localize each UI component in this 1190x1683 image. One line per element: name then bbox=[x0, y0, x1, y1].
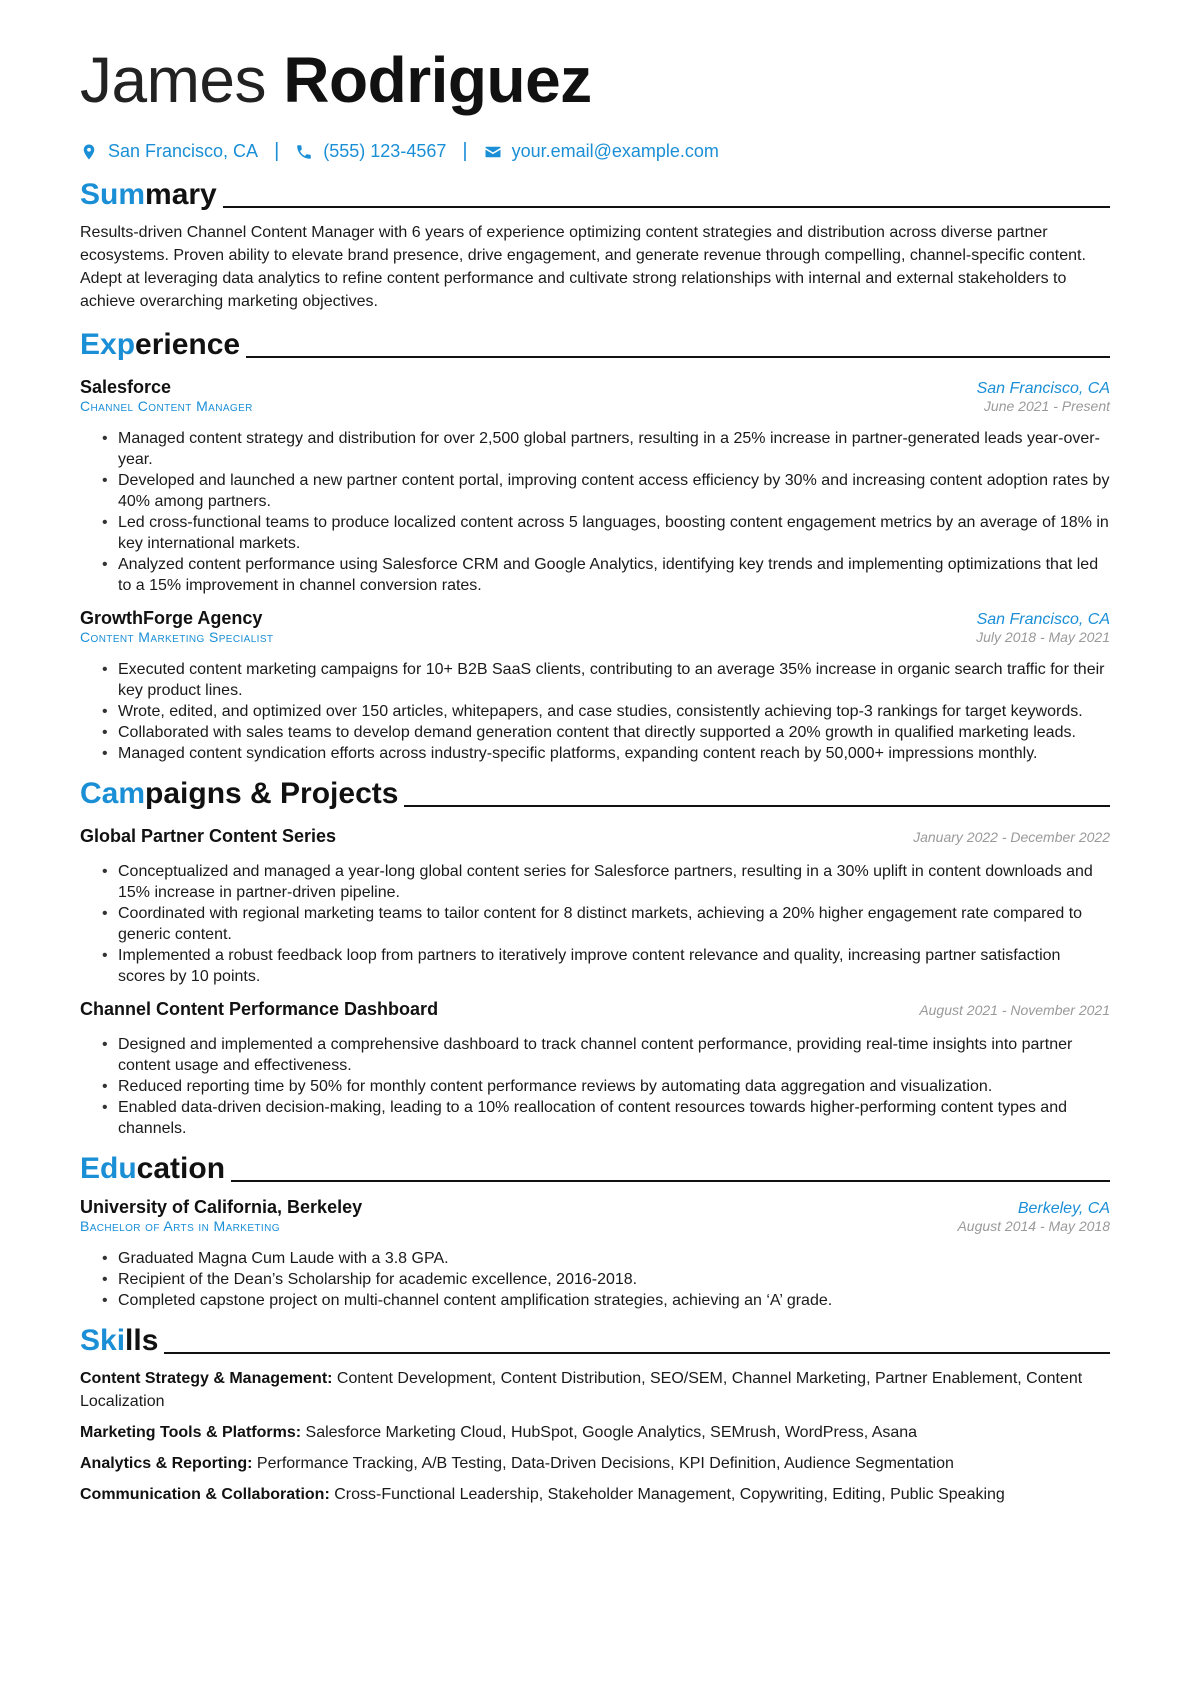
list-item: • Led cross-functional teams to produce localized content across 5 languages, boosting content engagement metrics by an average of 18% in key international markets. bbox=[118, 512, 1110, 554]
section-divider bbox=[404, 805, 1110, 807]
phone-text: (555) 123-4567 bbox=[323, 141, 447, 161]
envelope-icon bbox=[484, 143, 502, 161]
location-text: San Francisco, CA bbox=[108, 141, 259, 161]
section-summary-heading bbox=[80, 177, 1110, 213]
section-skills-heading bbox=[80, 1323, 1110, 1359]
last-name: Rodriguez bbox=[283, 44, 592, 116]
degree-title: Bachelor of Arts in Marketing bbox=[80, 1218, 280, 1234]
contact-location bbox=[80, 141, 258, 162]
education-entry bbox=[80, 1197, 1110, 1311]
list-item: • Managed content syndication efforts across industry-specific platforms, expanding content reach by 50,000+ impressions monthly. bbox=[118, 743, 1110, 764]
list-item: • Implemented a robust feedback loop from partners to iteratively improve content relevance and quality, increasing partner satisfaction scores by 10 points. bbox=[118, 945, 1110, 987]
heading-accent: Sum bbox=[80, 178, 146, 211]
heading-rest: erience bbox=[135, 328, 241, 361]
skill-label: Communication & Collaboration: bbox=[80, 1486, 330, 1503]
contact-phone[interactable] bbox=[295, 141, 446, 162]
list-item: • Wrote, edited, and optimized over 150 articles, whitepapers, and case studies, consistently achieving top-3 rankings for target keywords. bbox=[118, 701, 1110, 722]
heading-accent: Cam bbox=[80, 777, 146, 810]
list-item: • Recipient of the Dean’s Scholarship for academic excellence, 2016-2018. bbox=[118, 1269, 1110, 1290]
heading-rest: lls bbox=[125, 1324, 159, 1357]
skill-label: Analytics & Reporting: bbox=[80, 1455, 253, 1472]
heading-rest: paigns & Projects bbox=[145, 777, 399, 810]
skill-label: Content Strategy & Management: bbox=[80, 1370, 333, 1387]
entry-dates: January 2022 - December 2022 bbox=[913, 829, 1110, 845]
skill-text: Performance Tracking, A/B Testing, Data-Driven Decisions, KPI Definition, Audience Segmentation bbox=[256, 1455, 954, 1472]
skill-row bbox=[80, 1452, 1110, 1475]
list-item: • Managed content strategy and distribution for over 2,500 global partners, resulting in a 25% increase in partner-generated leads year-over-year. bbox=[118, 428, 1110, 470]
company-name: Salesforce bbox=[80, 377, 172, 397]
list-item: • Analyzed content performance using Salesforce CRM and Google Analytics, identifying key trends and implementing optimizations that led to a 15% improvement in channel conversion rates. bbox=[118, 554, 1110, 596]
first-name: James bbox=[80, 44, 266, 116]
entry-location: Berkeley, CA bbox=[1017, 1200, 1110, 1217]
heading-rest: cation bbox=[136, 1152, 226, 1185]
project-entry bbox=[80, 826, 1110, 987]
entry-location: San Francisco, CA bbox=[976, 380, 1110, 397]
skill-text: Content Development, Content Distribution, SEO/SEM, Channel Marketing, Partner Enablement, Content Localization bbox=[80, 1370, 1083, 1410]
skill-row bbox=[80, 1483, 1110, 1506]
section-divider bbox=[223, 206, 1110, 208]
job-title: Content Marketing Specialist bbox=[80, 629, 274, 645]
school-name: University of California, Berkeley bbox=[80, 1197, 363, 1217]
experience-entry bbox=[80, 608, 1110, 764]
heading-rest: mary bbox=[145, 178, 217, 211]
skill-text: Salesforce Marketing Cloud, HubSpot, Google Analytics, SEMrush, WordPress, Asana bbox=[305, 1424, 918, 1441]
project-title: Channel Content Performance Dashboard bbox=[80, 999, 439, 1019]
section-education-heading bbox=[80, 1151, 1110, 1187]
bullet-list bbox=[80, 659, 1110, 764]
experience-entry bbox=[80, 377, 1110, 596]
list-item: • Developed and launched a new partner content portal, improving content access efficiency by 30% and increasing content adoption rates by 40% among partners. bbox=[118, 470, 1110, 512]
list-item: • Collaborated with sales teams to develop demand generation content that directly supported a 20% growth in qualified marketing leads. bbox=[118, 722, 1110, 743]
bullet-list bbox=[80, 428, 1110, 596]
list-item: • Reduced reporting time by 50% for monthly content performance reviews by automating data aggregation and visualization. bbox=[118, 1076, 1110, 1097]
phone-icon bbox=[295, 143, 313, 161]
list-item: • Enabled data-driven decision-making, leading to a 10% reallocation of content resources towards higher-performing content types and channels. bbox=[118, 1097, 1110, 1139]
summary-text: Results-driven Channel Content Manager with 6 years of experience optimizing content strategies and distribution across diverse partner ecosystems. Proven ability to elevate brand presence, drive engagement, and generate revenue through compelling, channel-specific content. Adept at leveraging data analytics to refine content performance and cultivate strong relationships with internal and external stakeholders to achieve overarching marketing objectives. bbox=[80, 224, 1086, 310]
list-item: • Coordinated with regional marketing teams to tailor content for 8 distinct markets, achieving a 20% higher engagement rate compared to generic content. bbox=[118, 903, 1110, 945]
contact-separator: | bbox=[462, 140, 468, 162]
heading-accent: Edu bbox=[80, 1152, 137, 1185]
entry-dates: August 2021 - November 2021 bbox=[919, 1002, 1110, 1018]
skill-row bbox=[80, 1367, 1110, 1413]
job-title: Channel Content Manager bbox=[80, 398, 253, 414]
section-experience-heading bbox=[80, 327, 1110, 363]
list-item: • Completed capstone project on multi-channel content amplification strategies, achieving an ‘A’ grade. bbox=[118, 1290, 1110, 1311]
skill-label: Marketing Tools & Platforms: bbox=[80, 1424, 302, 1441]
entry-dates: June 2021 - Present bbox=[983, 398, 1110, 414]
email-text: your.email@example.com bbox=[511, 141, 719, 161]
contact-bar bbox=[80, 140, 1110, 163]
bullet-list bbox=[80, 1034, 1110, 1139]
company-name: GrowthForge Agency bbox=[80, 608, 263, 628]
bullet-list bbox=[80, 861, 1110, 987]
skill-row bbox=[80, 1421, 1110, 1444]
entry-dates: August 2014 - May 2018 bbox=[957, 1218, 1110, 1234]
project-entry bbox=[80, 999, 1110, 1139]
map-pin-icon bbox=[80, 143, 98, 161]
section-projects-heading bbox=[80, 776, 1110, 812]
heading-accent: Ski bbox=[80, 1324, 126, 1357]
contact-email[interactable] bbox=[484, 141, 719, 162]
list-item: • Designed and implemented a comprehensive dashboard to track channel content performance, providing real-time insights into partner content usage and effectiveness. bbox=[118, 1034, 1110, 1076]
project-title: Global Partner Content Series bbox=[80, 826, 337, 846]
candidate-name bbox=[80, 40, 1110, 120]
section-divider bbox=[246, 356, 1110, 358]
entry-location: San Francisco, CA bbox=[976, 611, 1110, 628]
list-item: • Conceptualized and managed a year-long global content series for Salesforce partners, resulting in a 30% uplift in content downloads and 15% increase in partner-driven pipeline. bbox=[118, 861, 1110, 903]
section-divider bbox=[164, 1352, 1110, 1354]
list-item: • Executed content marketing campaigns for 10+ B2B SaaS clients, contributing to an average 35% increase in organic search traffic for their key product lines. bbox=[118, 659, 1110, 701]
list-item: • Graduated Magna Cum Laude with a 3.8 GPA. bbox=[118, 1248, 1110, 1269]
skill-text: Cross-Functional Leadership, Stakeholder Management, Copywriting, Editing, Public Speaking bbox=[334, 1486, 1005, 1503]
entry-dates: July 2018 - May 2021 bbox=[976, 629, 1110, 645]
section-divider bbox=[231, 1180, 1110, 1182]
contact-separator: | bbox=[274, 140, 280, 162]
bullet-list bbox=[80, 1248, 1110, 1311]
heading-accent: Exp bbox=[80, 328, 136, 361]
